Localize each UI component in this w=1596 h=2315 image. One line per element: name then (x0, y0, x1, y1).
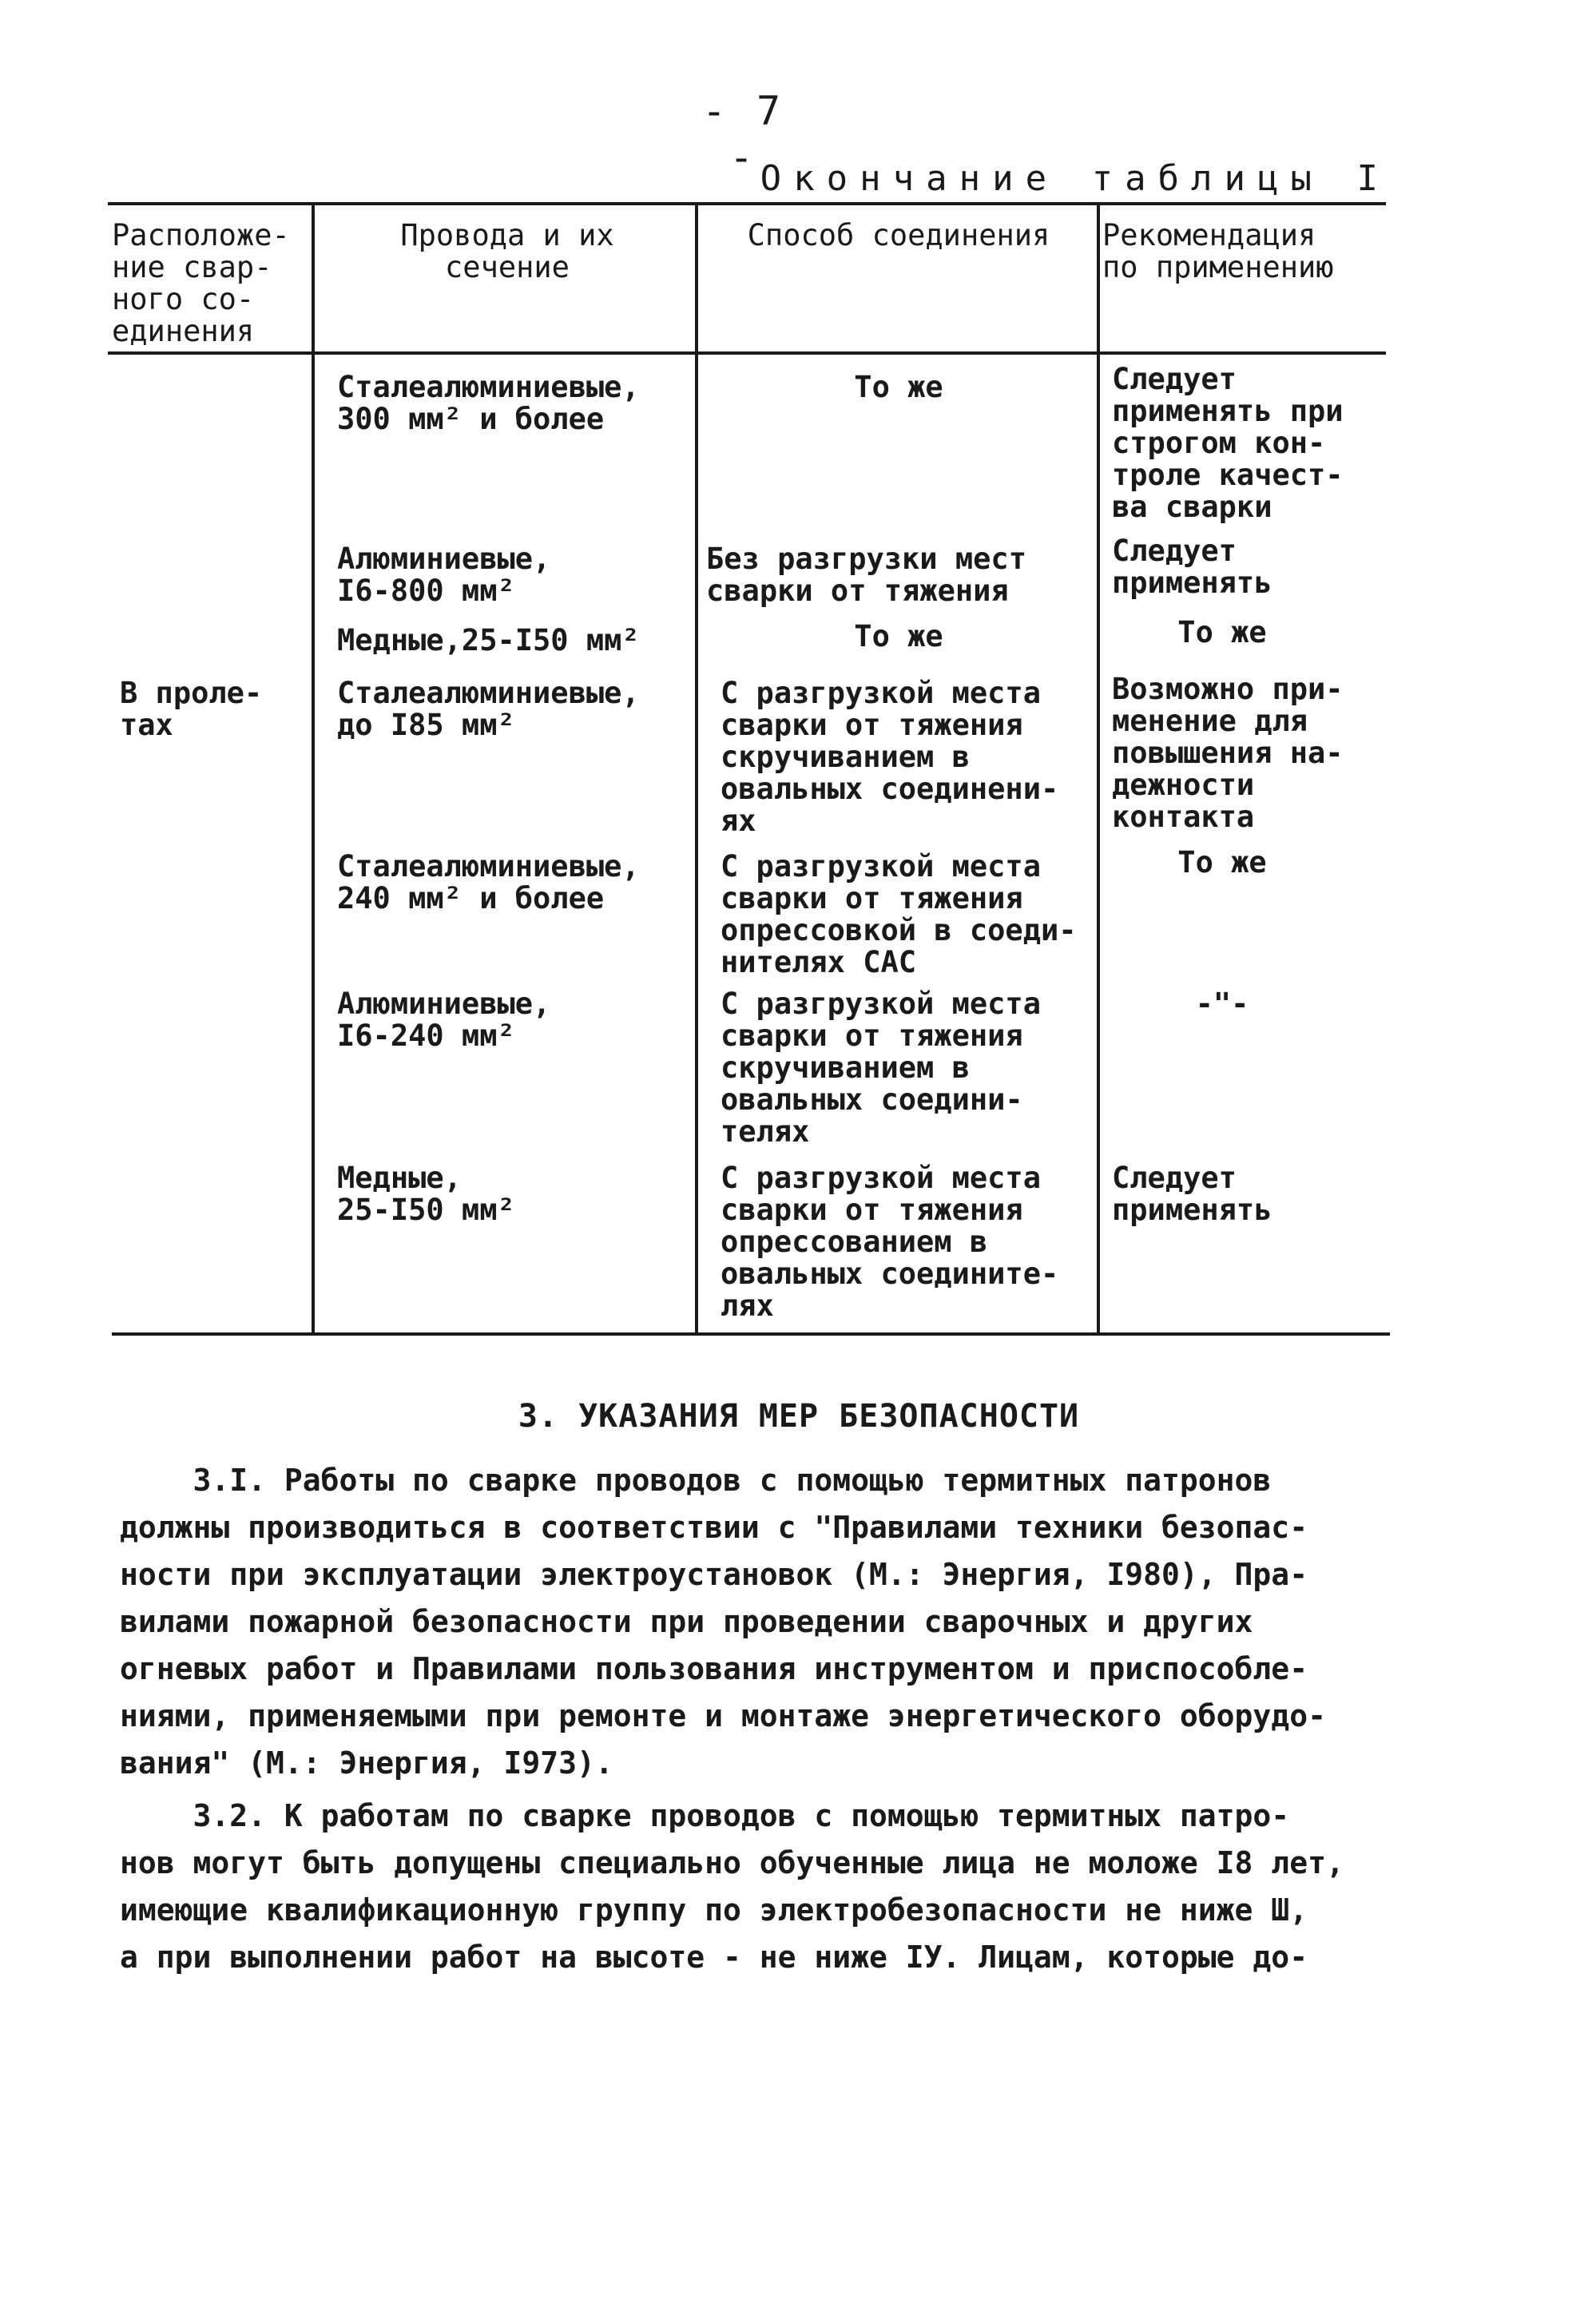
row-7-method: С разгрузкой места сварки от тяжения опрессованием в овальных соедините- лях (721, 1161, 1059, 1323)
header-method: Способ соединения (747, 218, 1050, 252)
header-wires: Провода и их сечение (400, 218, 614, 284)
row-7-recommendation: Следует применять (1112, 1161, 1272, 1227)
row-6-method: С разгрузкой места сварки от тяжения скручиванием в овальных соедини- телях (721, 987, 1041, 1149)
section-title: 3. УКАЗАНИЯ МЕР БЕЗОПАСНОСТИ (518, 1398, 1080, 1435)
row-4-wire: Сталеалюминиевые, до I85 мм² (337, 676, 640, 742)
row-3-recommendation: То же (1177, 615, 1267, 649)
page-number: - 7 - (701, 88, 784, 181)
table-col-divider-1 (312, 204, 315, 1334)
row-3-method: То же (854, 619, 943, 653)
row-5-recommendation: То же (1177, 845, 1267, 880)
row-1-method: То же (854, 370, 943, 404)
row-3-wire: Медные,25-I50 мм² (337, 623, 640, 657)
table-col-divider-2 (695, 204, 698, 1334)
row-5-wire: Сталеалюминиевые, 240 мм² и более (337, 849, 640, 915)
table-top-rule (108, 202, 1386, 205)
row-2-wire: Алюминиевые, I6-800 мм² (337, 542, 551, 608)
row-6-recommendation: -"- (1195, 987, 1249, 1021)
row-4-recommendation: Возможно при- менение для повышения на- дежности контакта (1112, 672, 1344, 834)
table-header-rule (108, 351, 1386, 355)
row-2-method: Без разгрузки мест сварки от тяжения (706, 542, 1026, 608)
row-2-recommendation: Следует применять (1112, 534, 1272, 600)
location-cell: В проле- тах (120, 676, 263, 742)
row-1-recommendation: Следует применять при строгом кон- троле качест- ва сварки (1112, 362, 1344, 524)
paragraph-3-2: 3.2. К работам по сварке проводов с помощью термитных патро- нов могут быть допущены специально обученные лица не моложе I8 лет, имеющие квалификационную группу по электробезопасности не ниже Ш, а при выполнении работ на высоте - не ниже IУ. Лицам, которые до- (120, 1798, 1344, 1975)
table-caption: Окончание таблицы I (760, 158, 1390, 199)
row-4-method: С разгрузкой места сварки от тяжения скручиванием в овальных соединени- ях (721, 676, 1059, 838)
table-col-divider-3 (1097, 204, 1100, 1334)
header-recommendation: Рекомендация по применению (1102, 218, 1334, 284)
header-location: Расположе- ние свар- ного со- единения (112, 218, 290, 348)
row-7-wire: Медные, 25-I50 мм² (337, 1161, 515, 1227)
row-6-wire: Алюминиевые, I6-240 мм² (337, 987, 551, 1053)
paragraph-3-1: 3.I. Работы по сварке проводов с помощью термитных патронов должны производиться в соответствии с "Правилами техники безопас- ности при эксплуатации электроустановок (М.: Энергия, I980), Пра- вилами пожарной безопасности при проведении сварочных и других огневых работ и Правилами пользования инструментом и приспособле- ниями, применяемыми при ремонте и монтаже энергетического оборудо- вания" (М.: Энергия, I973). (120, 1463, 1326, 1781)
table-bottom-rule (112, 1332, 1390, 1336)
row-1-wire: Сталеалюминиевые, 300 мм² и более (337, 370, 640, 436)
row-5-method: С разгрузкой места сварки от тяжения опрессовкой в соеди- нителях САС (721, 849, 1077, 979)
